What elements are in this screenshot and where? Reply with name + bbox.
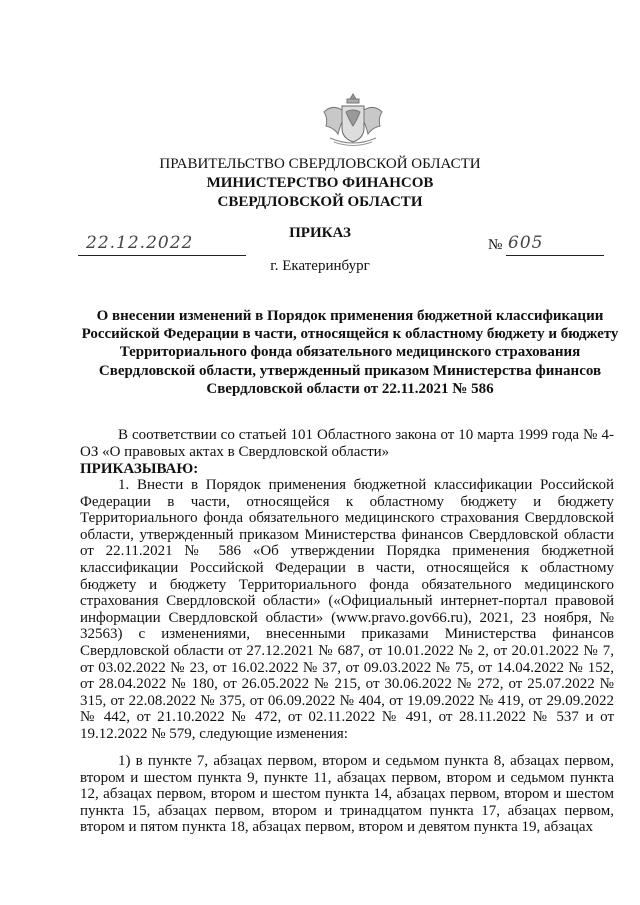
item-1-paragraph: 1. Внести в Порядок применения бюджетной классификации Российской Федерации в части, относящейся к областному бюджету и бюджету Территориального фонда обязательного медицинского страхования Свердловской области, утвержденный приказом Министерства финансов Свердловской области от 22.11.2021 № 586 «Об утверждении Порядка применения бюджетной классификации Российской Федерации в части, относящейся к областному бюджету и бюджету Территориального фонда обязательного медицинского страхования Свердловской области» («Официальный интернет-портал правовой информации Свердловской области» (www.pravo.gov66.ru), 2021, 23 ноября, № 32563) с изменениями, внесенными приказами Министерства финансов Свердловской области от 27.12.2021 № 687, от 10.01.2022 № 2, от 20.01.2022 № 7, от 03.02.2022 № 23, от 16.02.2022 № 37, от 09.03.2022 № 75, от 14.04.2022 № 152, от 28.04.2022 № 180, от 26.05.2022 № 215, от 30.06.2022 № 272, от 25.07.2022 № 315, от 22.08.2022 № 375, от 06.09.2022 № 404, от 19.09.2022 № 419, от 29.09.2022 № 442, от 21.10.2022 № 472, от 02.11.2022 № 491, от 28.11.2022 № 537 и от 19.12.2022 № 579, следующие изменения:	[80, 477, 614, 742]
document-type-heading: ПРИКАЗ	[289, 225, 351, 241]
handwritten-date: 22.12.2022	[86, 233, 194, 253]
number-field	[506, 235, 604, 256]
coat-of-arms-icon	[316, 92, 390, 150]
ministry-heading: МИНИСТЕРСТВО ФИНАНСОВ	[206, 175, 434, 191]
item-1-1-paragraph: 1) в пункте 7, абзацах первом, втором и седьмом пункта 8, абзацах первом, втором и шестом пункта 9, пункте 11, абзацах первом, втором и седьмом пункта 12, абзацах первом, втором и шестом пункта 14, абзацах первом, втором и шестом пункта 15, абзацах первом, втором и тринадцатом пункта 17, абзацах первом, втором и пятом пункта 18, абзацах первом, втором и девятом пункта 19, абзацах	[80, 753, 614, 836]
orders-word: ПРИКАЗЫВАЮ:	[80, 461, 199, 477]
date-field	[78, 235, 246, 256]
region-heading: СВЕРДЛОВСКОЙ ОБЛАСТИ	[217, 194, 423, 210]
handwritten-number: 605	[508, 233, 544, 253]
government-heading: ПРАВИТЕЛЬСТВО СВЕРДЛОВСКОЙ ОБЛАСТИ	[159, 156, 481, 172]
document-title: О внесении изменений в Порядок применения бюджетной классификации Российской Федерации в части, относящейся к областному бюджету и бюджету Территориального фонда обязательного медицинского страхования Свердловской области, утвержденный приказом Министерства финансов Свердловской области от 22.11.2021 № 586	[81, 308, 619, 397]
preamble-paragraph: В соответствии со статьей 101 Областного закона от 10 марта 1999 года № 4-ОЗ «О правовых актах в Свердловской области»	[80, 427, 614, 460]
city-line: г. Екатеринбург	[270, 258, 370, 274]
number-label: №	[488, 237, 503, 253]
